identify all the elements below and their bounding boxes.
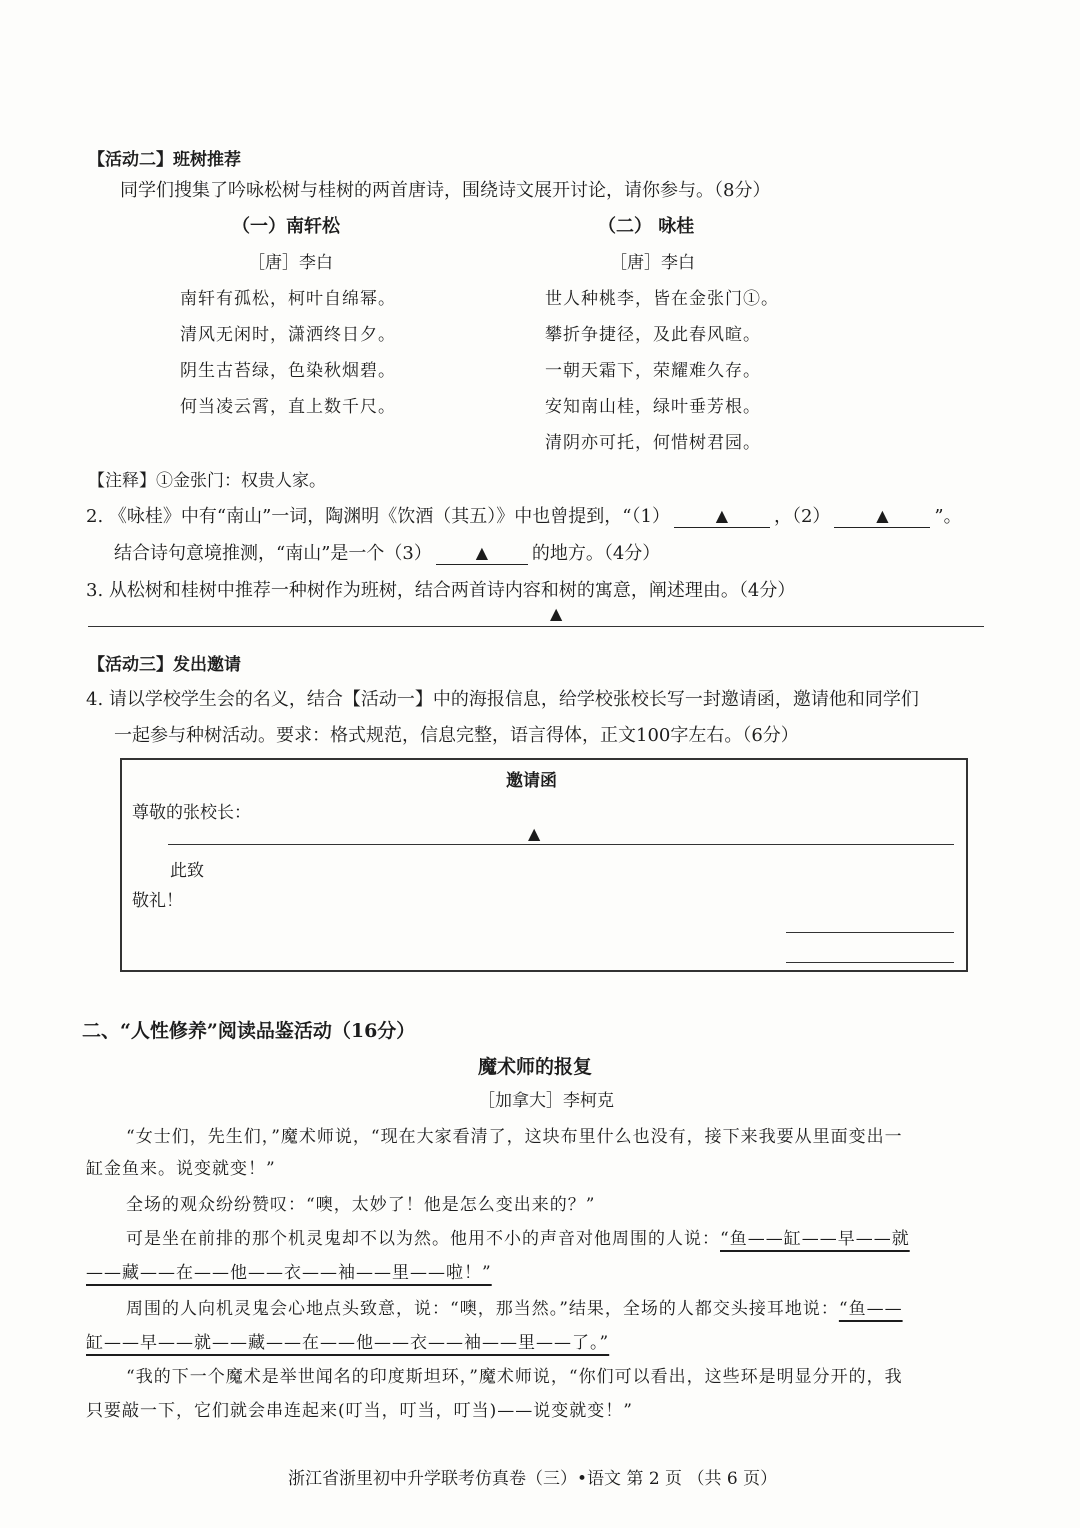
question-2-line2: [114, 539, 660, 565]
question-3: 3. 从松树和桂树中推荐一种树作为班树，结合两首诗内容和树的寓意，阐述理由。（4分）: [86, 580, 796, 601]
story-paragraph: 缸金鱼来。说变就变！”: [86, 1159, 276, 1179]
letter-closing-2: 敬礼！: [132, 891, 183, 911]
answer-marker: ▲: [528, 824, 541, 843]
q2-text: 结合诗句意境推测，“南山”是一个（3）: [114, 543, 432, 564]
answer-marker: ▲: [475, 543, 489, 562]
letter-body-line[interactable]: [168, 844, 954, 845]
activity3-heading: 【活动三】发出邀请: [88, 655, 241, 675]
underlined-quote: 缸——早——就——藏——在——他——衣——袖——里——了。”: [86, 1333, 610, 1353]
letter-closing-1: 此致: [170, 861, 204, 881]
poem1-line: 清风无闲时，潇洒终日夕。: [180, 325, 396, 345]
q2-text: 的地方。（4分）: [531, 543, 661, 564]
poem2-line: 清阴亦可托，何惜树君园。: [545, 433, 761, 453]
story-paragraph: [126, 1224, 910, 1249]
poem1-line: 阴生古苔绿，色染秋烟碧。: [180, 361, 396, 381]
poem2-author: ［唐］李白: [610, 253, 695, 273]
answer-blank[interactable]: [674, 505, 770, 528]
activity2-intro: 同学们搜集了吟咏松树与桂树的两首唐诗，围绕诗文展开讨论，请你参与。（8分）: [120, 180, 771, 201]
poem1-line: 南轩有孤松，柯叶自绵幂。: [180, 289, 396, 309]
question-4-line1: 4. 请以学校学生会的名义，结合【活动一】中的海报信息，给学校张校长写一封邀请函，邀请他和同学们: [86, 689, 919, 710]
page-footer: 浙江省浙里初中升学联考仿真卷（三）•语文 第 2 页 （共 6 页）: [288, 1469, 778, 1489]
letter-salutation: 尊敬的张校长：: [132, 803, 251, 823]
signature-line[interactable]: [786, 932, 954, 933]
answer-blank[interactable]: [436, 542, 528, 565]
poem1-line: 何当凌云霄，直上数千尺。: [180, 397, 396, 417]
poem2-line: 世人种桃李，皆在金张门①。: [545, 289, 779, 309]
poem2-line: 一朝天霜下，荣耀难久存。: [545, 361, 761, 381]
story-paragraph: 全场的观众纷纷赞叹：“噢，太妙了！他是怎么变出来的？”: [126, 1195, 596, 1215]
story-text: 周围的人向机灵鬼会心地点头致意，说：“噢，那当然。”结果，全场的人都交头接耳地说：: [126, 1299, 839, 1319]
poem1-title: （一）南轩松: [232, 216, 340, 237]
activity2-heading: 【活动二】班树推荐: [88, 150, 241, 170]
answer-marker: ▲: [715, 506, 729, 525]
story-paragraph: “我的下一个魔术是举世闻名的印度斯坦环，”魔术师说，“你们可以看出，这些环是明显分开的，我: [126, 1367, 903, 1387]
poem2-line: 攀折争捷径，及此春风暄。: [545, 325, 761, 345]
story-title: 魔术师的报复: [478, 1056, 593, 1078]
story-text: 可是坐在前排的那个机灵鬼却不以为然。他用不小的声音对他周围的人说：: [126, 1229, 720, 1249]
story-paragraph: 只要敲一下，它们就会串连起来(叮当，叮当，叮当)——说变就变！”: [86, 1401, 633, 1421]
date-line[interactable]: [786, 962, 954, 963]
answer-marker: ▲: [550, 604, 563, 623]
story-paragraph: “女士们，先生们，”魔术师说，“现在大家看清了，这块布里什么也没有，接下来我要从里面变出一: [126, 1127, 903, 1147]
poem1-author: ［唐］李白: [248, 253, 333, 273]
story-paragraph: [126, 1294, 903, 1319]
question-4-line2: 一起参与种树活动。要求：格式规范，信息完整，语言得体，正文100字左右。（6分）: [114, 725, 799, 746]
letter-title: 邀请函: [506, 771, 557, 791]
poem2-line: 安知南山桂，绿叶垂芳根。: [545, 397, 761, 417]
poem-note: 【注释】①金张门：权贵人家。: [88, 471, 326, 491]
q2-text: ，（2）: [773, 506, 831, 527]
answer-marker: ▲: [876, 506, 889, 525]
answer-blank[interactable]: [834, 505, 930, 528]
section2-heading: 二、“人性修养”阅读品鉴活动（16分）: [82, 1020, 416, 1042]
story-author: ［加拿大］李柯克: [478, 1091, 614, 1111]
underlined-quote: “鱼——缸——早——就: [720, 1229, 910, 1249]
answer-line[interactable]: [88, 626, 984, 627]
poem2-title: （二） 咏桂: [598, 216, 695, 237]
underlined-quote: ——藏——在——他——衣——袖——里——啦！”: [86, 1263, 492, 1283]
underlined-quote: “鱼——: [838, 1299, 903, 1319]
q2-text: 2. 《咏桂》中有“南山”一词，陶渊明《饮酒（其五）》中也曾提到，“（1）: [86, 506, 670, 527]
question-2-line1: [86, 502, 962, 528]
q2-text: ”。: [934, 506, 962, 527]
